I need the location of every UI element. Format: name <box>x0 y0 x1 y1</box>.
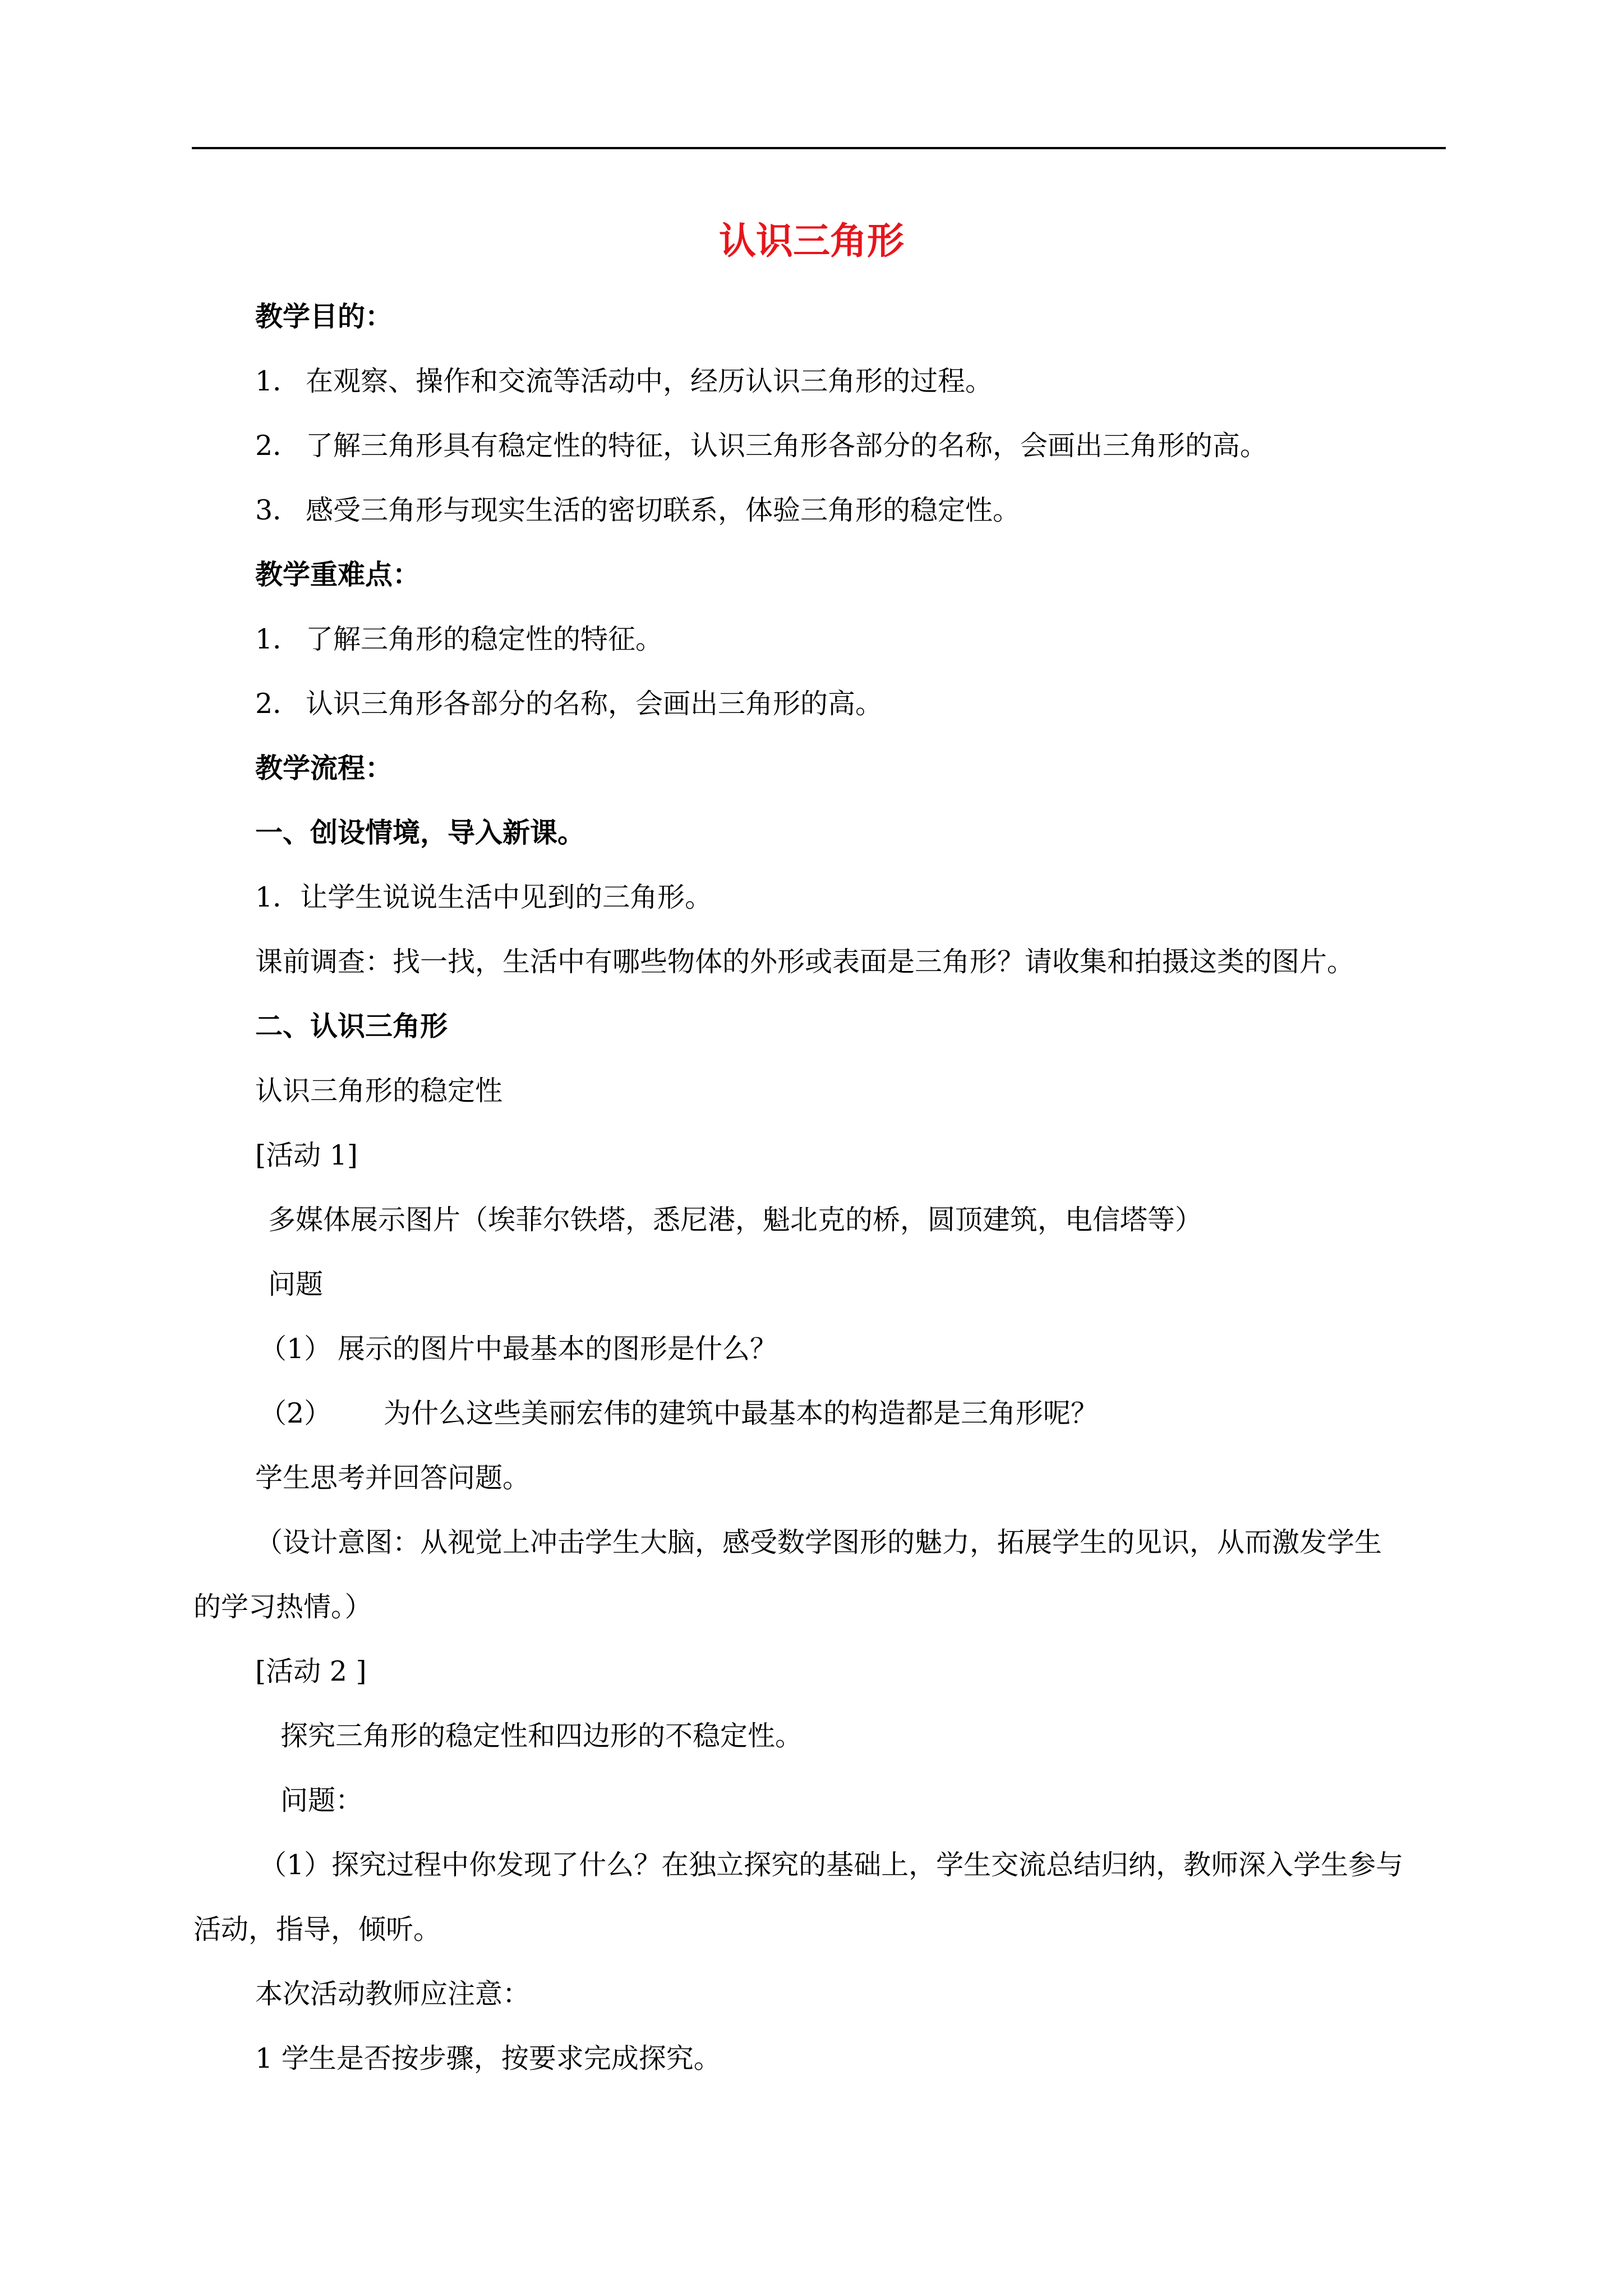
activity2-explore: 探究三角形的稳定性和四边形的不稳定性。 <box>280 1720 803 1752</box>
key-points-heading: 教学重难点： <box>255 559 421 591</box>
activity1-question-1 <box>259 1329 777 1369</box>
activity2-question-label: 问题： <box>280 1784 363 1816</box>
objective-item-1-text: 在观察、操作和交流等活动中，经历认识三角形的过程。 <box>306 365 993 397</box>
activity1-answer: 学生思考并回答问题。 <box>255 1462 531 1494</box>
process-heading: 教学流程： <box>255 752 393 784</box>
objectives-heading: 教学目的： <box>255 301 393 333</box>
header-rule <box>192 147 1446 149</box>
activity2-note-heading: 本次活动教师应注意： <box>255 1978 531 2010</box>
objective-item-1 <box>255 362 993 401</box>
key-point-item-1-num: 1． <box>255 623 301 655</box>
activity1-question-1-text: 展示的图片中最基本的图形是什么？ <box>338 1333 778 1365</box>
activity2-question-1-line2: 活动，指导，倾听。 <box>193 1913 441 1945</box>
activity1-design-intent-line2: 的学习热情。） <box>193 1591 372 1623</box>
page-title: 认识三角形 <box>719 219 904 263</box>
section1-heading: 一、创设情境，导入新课。 <box>255 817 585 849</box>
objective-item-2-text: 了解三角形具有稳定性的特征，认识三角形各部分的名称，会画出三角形的高。 <box>306 430 1268 462</box>
key-point-item-2-text: 认识三角形各部分的名称，会画出三角形的高。 <box>306 688 883 720</box>
objective-item-3 <box>255 491 1020 530</box>
objective-item-3-num: 3． <box>255 494 301 526</box>
activity1-question-2-text: 为什么这些美丽宏伟的建筑中最基本的构造都是三角形呢？ <box>384 1397 1099 1429</box>
key-point-item-2-num: 2． <box>255 688 301 720</box>
section2-heading: 二、认识三角形 <box>255 1010 448 1042</box>
activity1-question-1-num: （1） <box>259 1333 332 1365</box>
objective-item-2-num: 2． <box>255 430 301 462</box>
objective-item-1-num: 1． <box>255 365 301 397</box>
activity2-label: [活动 2 ] <box>255 1655 367 1687</box>
activity1-question-label: 问题 <box>268 1268 324 1300</box>
key-point-item-2 <box>255 684 883 724</box>
activity1-media: 多媒体展示图片（埃菲尔铁塔，悉尼港，魁北克的桥，圆顶建筑，电信塔等） <box>268 1204 1203 1236</box>
activity1-design-intent-line1: （设计意图：从视觉上冲击学生大脑，感受数学图形的魅力，拓展学生的见识，从而激发学生 <box>255 1526 1382 1558</box>
key-point-item-1 <box>255 620 663 659</box>
key-point-item-1-text: 了解三角形的稳定性的特征。 <box>306 623 663 655</box>
activity2-question-1-line1: （1）探究过程中你发现了什么？在独立探究的基础上，学生交流总结归纳，教师深入学生参与 <box>259 1849 1404 1881</box>
objective-item-3-text: 感受三角形与现实生活的密切联系，体验三角形的稳定性。 <box>306 494 1021 526</box>
section2-subheading: 认识三角形的稳定性 <box>255 1075 503 1107</box>
activity1-question-2-num: （2） <box>259 1397 332 1429</box>
pre-class-survey: 课前调查：找一找，生活中有哪些物体的外形或表面是三角形？请收集和拍摄这类的图片。 <box>255 946 1355 978</box>
objective-item-2 <box>255 426 1267 466</box>
activity1-label: [活动 1] <box>255 1139 358 1171</box>
section1-item-1: 1．让学生说说生活中见到的三角形。 <box>255 881 713 913</box>
activity2-note-1: 1 学生是否按步骤，按要求完成探究。 <box>255 2042 721 2074</box>
activity1-question-2 <box>259 1394 1098 1433</box>
